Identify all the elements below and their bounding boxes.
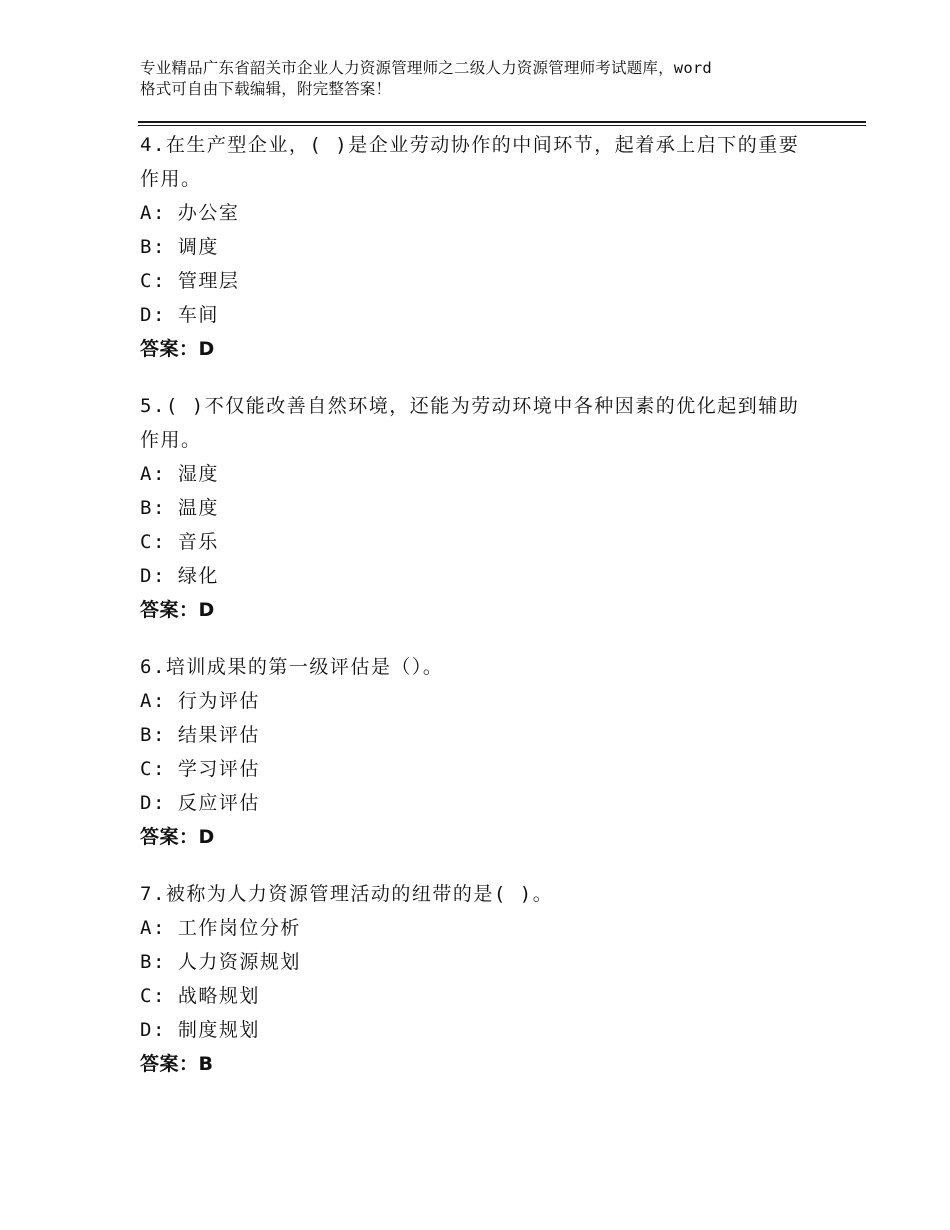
option-separator: :: [152, 1019, 166, 1041]
question-stem: 6.培训成果的第一级评估是（）。: [140, 656, 444, 678]
option-c: [140, 525, 840, 559]
answer-line: 答案：D: [140, 599, 215, 621]
option-separator: :: [152, 497, 166, 519]
option-d: [140, 298, 840, 332]
option-letter: B: [140, 236, 153, 258]
option-text: 学习评估: [177, 758, 260, 780]
option-d: [140, 559, 840, 593]
option-separator: :: [152, 304, 166, 326]
option-letter: B: [140, 724, 153, 746]
header-title-line-2: 格式可自由下载编辑，附完整答案！: [140, 80, 392, 98]
option-text: 结果评估: [177, 724, 260, 746]
option-text: 办公室: [177, 202, 240, 224]
question-stem: 4.在生产型企业，( )是企业劳动协作的中间环节，起着承上启下的重要作用。: [140, 134, 800, 190]
option-letter: C: [140, 270, 153, 292]
option-separator: :: [152, 985, 166, 1007]
option-letter: D: [140, 565, 153, 587]
question-item: [140, 650, 840, 854]
header-divider-thin: [138, 125, 866, 126]
option-text: 管理层: [177, 270, 240, 292]
option-letter: B: [140, 497, 153, 519]
option-b: [140, 230, 840, 264]
option-a: [140, 911, 840, 945]
option-letter: A: [140, 690, 153, 712]
option-separator: :: [152, 270, 166, 292]
option-a: [140, 196, 840, 230]
question-stem: 5.( )不仅能改善自然环境，还能为劳动环境中各种因素的优化起到辅助作用。: [140, 395, 800, 451]
option-b: [140, 491, 840, 525]
option-text: 反应评估: [177, 792, 260, 814]
question-list: [140, 128, 840, 1104]
option-c: [140, 752, 840, 786]
option-letter: C: [140, 758, 153, 780]
option-text: 制度规划: [177, 1019, 260, 1041]
answer-line: 答案：D: [140, 826, 215, 848]
option-b: [140, 718, 840, 752]
header-title-line-1: 专业精品广东省韶关市企业人力资源管理师之二级人力资源管理师考试题库，word: [140, 59, 712, 77]
option-separator: :: [152, 792, 166, 814]
option-letter: C: [140, 985, 153, 1007]
option-letter: B: [140, 951, 153, 973]
question-item: [140, 877, 840, 1081]
option-text: 行为评估: [177, 690, 260, 712]
option-text: 车间: [177, 304, 219, 326]
option-text: 调度: [177, 236, 219, 258]
question-stem: 7.被称为人力资源管理活动的纽带的是( )。: [140, 883, 554, 905]
option-separator: :: [152, 463, 166, 485]
option-text: 温度: [177, 497, 219, 519]
option-separator: :: [152, 531, 166, 553]
answer-line: 答案：D: [140, 338, 215, 360]
answer-line: 答案：B: [140, 1053, 214, 1075]
option-separator: :: [152, 565, 166, 587]
option-separator: :: [152, 917, 166, 939]
option-text: 工作岗位分析: [177, 917, 301, 939]
option-separator: :: [152, 690, 166, 712]
option-d: [140, 786, 840, 820]
option-d: [140, 1013, 840, 1047]
option-letter: A: [140, 463, 153, 485]
option-text: 战略规划: [177, 985, 260, 1007]
option-text: 音乐: [177, 531, 219, 553]
option-text: 人力资源规划: [177, 951, 301, 973]
option-letter: D: [140, 304, 153, 326]
option-text: 湿度: [177, 463, 219, 485]
option-c: [140, 264, 840, 298]
option-letter: D: [140, 792, 153, 814]
option-letter: C: [140, 531, 153, 553]
option-b: [140, 945, 840, 979]
option-separator: :: [152, 202, 166, 224]
option-letter: A: [140, 917, 153, 939]
option-a: [140, 684, 840, 718]
option-letter: D: [140, 1019, 153, 1041]
question-item: [140, 128, 840, 366]
question-item: [140, 389, 840, 627]
option-separator: :: [152, 951, 166, 973]
header-divider-thick: [138, 121, 866, 123]
document-header: [140, 58, 830, 100]
option-separator: :: [152, 758, 166, 780]
option-letter: A: [140, 202, 153, 224]
option-separator: :: [152, 236, 166, 258]
option-text: 绿化: [177, 565, 219, 587]
option-separator: :: [152, 724, 166, 746]
option-a: [140, 457, 840, 491]
option-c: [140, 979, 840, 1013]
